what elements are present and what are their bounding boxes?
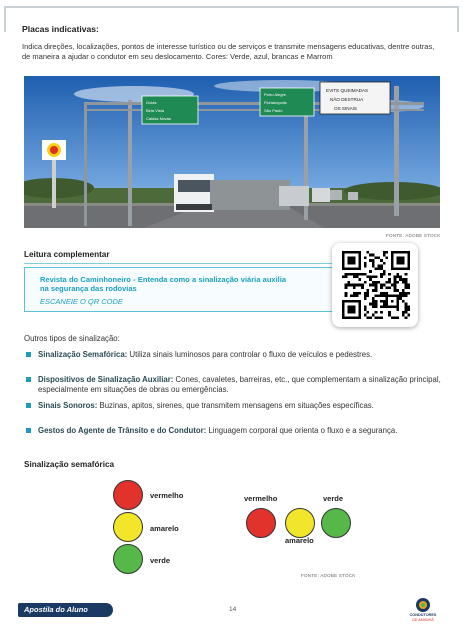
list-item-sonoros (38, 401, 443, 411)
qr-code-icon[interactable] (342, 251, 410, 319)
logo-text-line-2: DE AMANHÃ (412, 618, 434, 622)
logo-text-line-1: CONDUTORES (409, 613, 437, 617)
sign-left-line-2: Bela Vista (146, 108, 164, 113)
sign-right-line-1: EVITE QUEIMADAS (326, 88, 369, 93)
sign-left-line-3: Caldas Novas (146, 116, 171, 121)
section-title-leitura: Leitura complementar (24, 250, 110, 259)
bullet-square-icon (26, 403, 31, 408)
bullet-square-icon (26, 377, 31, 382)
sign-right-line-3: OS SINAIS (334, 106, 357, 111)
footer-label: Apostila do Aluno (24, 605, 88, 614)
list-item-auxiliar (38, 375, 443, 395)
section-title-placas: Placas indicativas: (22, 24, 99, 34)
horizontal-yellow-light (285, 508, 315, 538)
scan-qr-label: ESCANEIE O QR CODE (40, 297, 123, 306)
outros-intro: Outros tipos de sinalização: (24, 334, 120, 343)
placas-description: Indica direções, localizações, pontos de interesse turístico ou de serviços e transmite mensagens educativas, dentre outras, de maneira a ajudar o condutor em seu deslocamento. Cores: Verde, azul, brancas e Marrom (22, 42, 435, 61)
photo-source-credit: FONTE: ADOBE STOCK (386, 233, 441, 238)
sign-mid-line-1: Porto Alegre (264, 92, 287, 97)
bullet-square-icon (26, 352, 31, 357)
page-frame-right (457, 6, 459, 32)
sign-mid-line-3: São Paulo (264, 108, 283, 113)
item-term: Dispositivos de Sinalização Auxiliar: (38, 375, 174, 384)
item-term: Sinalização Semafórica: (38, 350, 128, 359)
page-frame-left (4, 6, 6, 32)
list-item-gestos (38, 426, 443, 436)
item-term: Gestos do Agente de Trânsito e do Condutor: (38, 426, 207, 435)
sign-mid-line-2: Florianópolis (264, 100, 287, 105)
vertical-red-light (113, 480, 143, 510)
horizontal-green-light (321, 508, 351, 538)
vertical-yellow-light (113, 512, 143, 542)
list-item-semaforica (38, 350, 443, 360)
item-text: Cones, cavaletes, barreiras, etc., que complementam a sinalização principal, especialmente em situações de obras ou emergências. (38, 375, 441, 394)
condutores-logo-icon (408, 596, 438, 622)
section-divider (24, 263, 338, 264)
vertical-green-light (113, 544, 143, 574)
label-verde-horizontal: verde (323, 494, 344, 503)
item-text: Buzinas, apitos, sirenes, que transmitem mensagens em situações específicas. (97, 401, 374, 410)
bullet-square-icon (26, 428, 31, 433)
label-amarelo-horizontal: amarelo (285, 536, 314, 545)
label-amarelo-vertical: amarelo (150, 524, 179, 533)
label-vermelho-horizontal: vermelho (244, 494, 278, 503)
highway-signs-photo (24, 76, 440, 228)
item-text: Linguagem corporal que orienta o fluxo e a segurança. (206, 426, 398, 435)
item-text: Utiliza sinais luminosos para controlar o fluxo de veículos e pedestres. (127, 350, 373, 359)
horizontal-red-light (246, 508, 276, 538)
sign-right-line-2: NÃO DESTRUA (330, 97, 364, 102)
label-verde-vertical: verde (150, 556, 171, 565)
reading-link[interactable]: Revista do Caminhoneiro - Entenda como a sinalização viária auxilia na segurança das rodovias (40, 275, 286, 293)
label-vermelho-vertical: vermelho (150, 491, 184, 500)
section-title-semaforica: Sinalização semafórica (24, 460, 115, 469)
traffic-light-source-credit: FONTE: ADOBE STOCK (301, 573, 356, 578)
item-term: Sinais Sonoros: (38, 401, 98, 410)
page-number: 14 (229, 606, 237, 613)
page-frame-top (4, 6, 459, 8)
sign-left-line-1: Goiás (146, 100, 157, 105)
